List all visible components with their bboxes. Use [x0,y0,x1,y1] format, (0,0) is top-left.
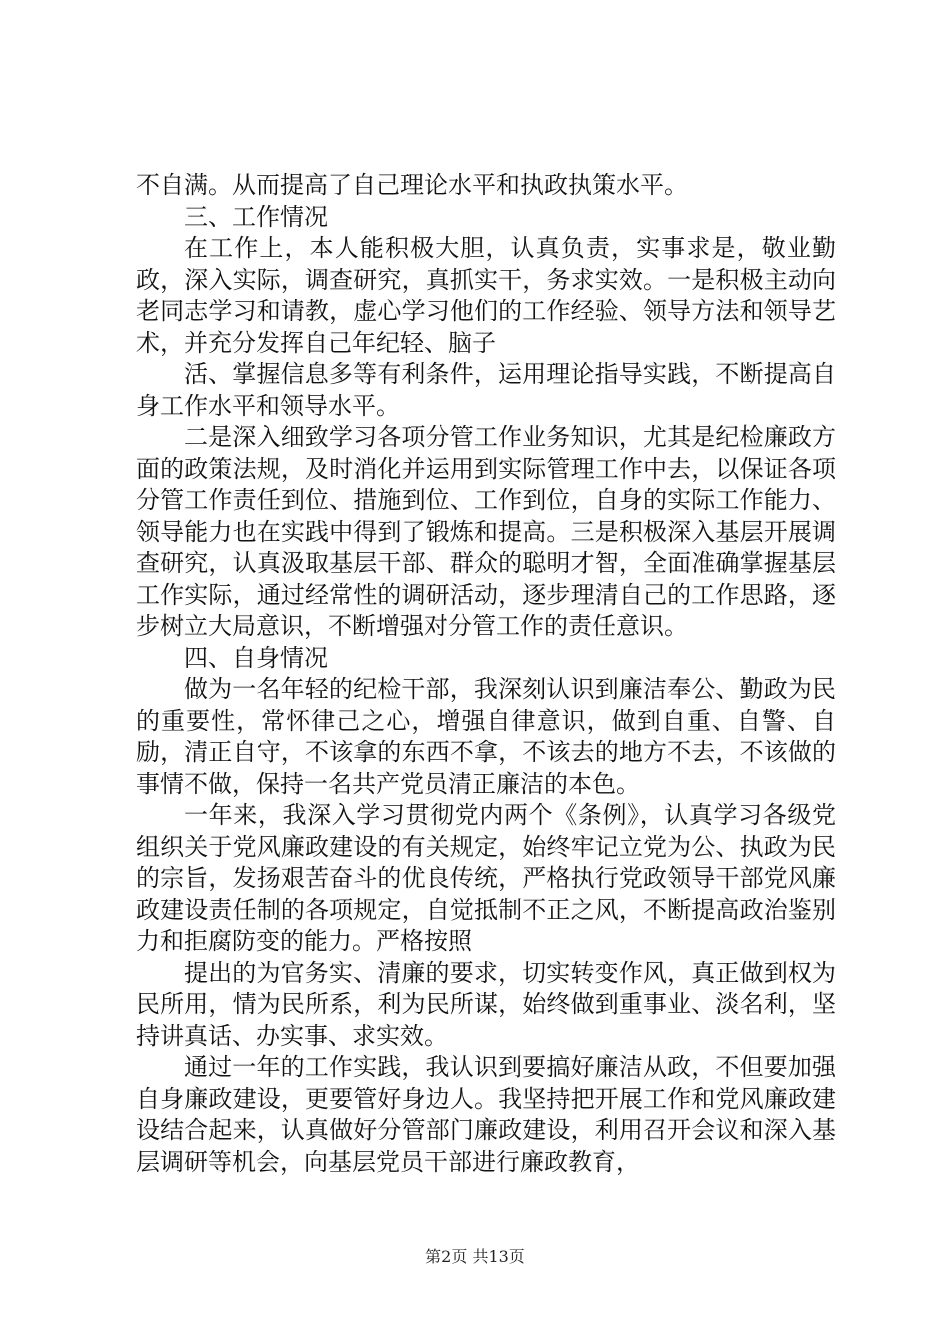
paragraph-self-3: 提出的为官务实、清廉的要求，切实转变作风，真正做到权为民所用，情为民所系，利为民所谋，始终做到重事业、淡名利，坚持讲真话、办实事、求实效。 [136,958,836,1050]
section-heading-self: 四、自身情况 [184,643,328,672]
paragraph-1: 不自满。从而提高了自己理论水平和执政执策水平。 [136,171,688,199]
paragraph-work-1: 在工作上，本人能积极大胆，认真负责，实事求是，敬业勤政，深入实际，调查研究，真抓实干，务求实效。一是积极主动向老同志学习和请教，虚心学习他们的工作经验、领导方法和领导艺术，并充分发挥自己年纪轻、脑子 [136,234,836,357]
paragraph-work-2: 活、掌握信息多等有利条件，运用理论指导实践，不断提高自身工作水平和领导水平。 [136,360,836,420]
page-number-footer: 第2页 共13页 [425,1247,525,1266]
paragraph-self-4: 通过一年的工作实践，我认识到要搞好廉洁从政，不但要加强自身廉政建设，更要管好身边人。我坚持把开展工作和党风廉政建设结合起来，认真做好分管部门廉政建设，利用召开会议和深入基层调研等机会，向基层党员干部进行廉政教育， [136,1053,836,1176]
paragraph-self-2: 一年来，我深入学习贯彻党内两个《条例》，认真学习各级党组织关于党风廉政建设的有关规定，始终牢记立党为公、执政为民的宗旨，发扬艰苦奋斗的优良传统，严格执行党政领导干部党风廉政建设责任制的各项规定，自觉抵制不正之风，不断提高政治鉴别力和拒腐防变的能力。严格按照 [136,801,836,955]
section-heading-work: 三、工作情况 [184,202,328,231]
document-body [136,170,836,1178]
paragraph-self-1: 做为一名年轻的纪检干部，我深刻认识到廉洁奉公、勤政为民的重要性，常怀律己之心，增强自律意识，做到自重、自警、自励，清正自守，不该拿的东西不拿，不该去的地方不去，不该做的事情不做，保持一名共产党员清正廉洁的本色。 [136,675,836,798]
paragraph-work-3: 二是深入细致学习各项分管工作业务知识，尤其是纪检廉政方面的政策法规，及时消化并运用到实际管理工作中去，以保证各项分管工作责任到位、措施到位、工作到位，自身的实际工作能力、领导能力也在实践中得到了锻炼和提高。三是积极深入基层开展调查研究，认真汲取基层干部、群众的聪明才智，全面准确掌握基层工作实际，通过经常性的调研活动，逐步理清自己的工作思路，逐步树立大局意识，不断增强对分管工作的责任意识。 [136,423,836,640]
